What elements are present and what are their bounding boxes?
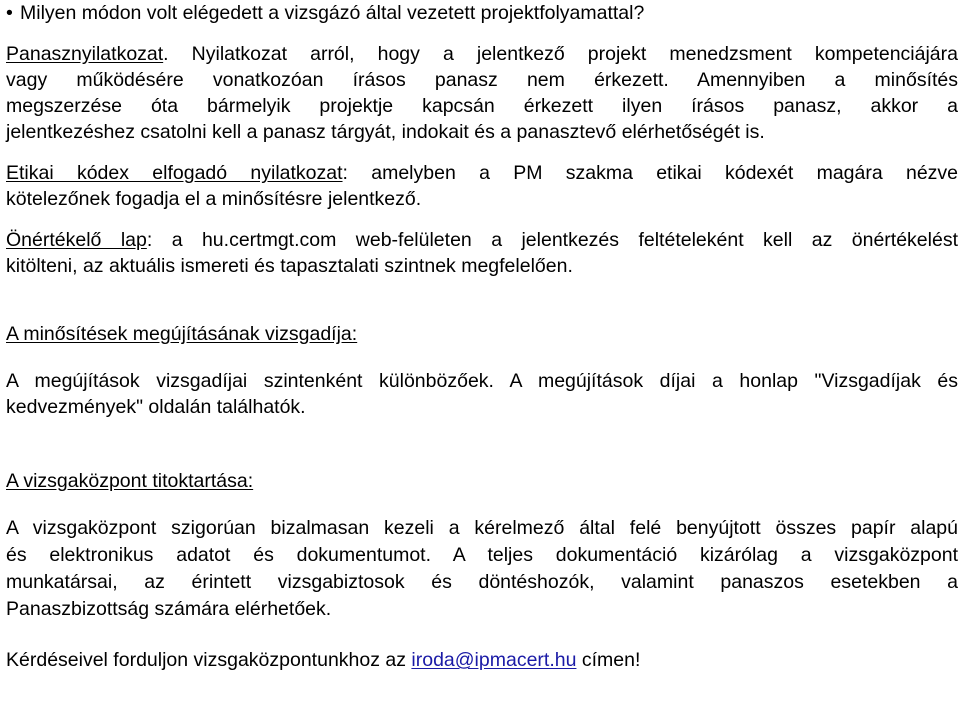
self-eval-line-2: kitölteni, az aktuális ismereti és tapasztalati szintnek megfelelően. bbox=[6, 255, 573, 277]
bullet-question-text: Milyen módon volt elégedett a vizsgázó által vezetett projektfolyamattal? bbox=[20, 2, 645, 24]
renewal-heading: A minősítések megújításának vizsgadíja: bbox=[6, 323, 358, 345]
document-page bbox=[6, 0, 958, 673]
bullet-question bbox=[6, 0, 958, 26]
confidentiality-line-1: A vizsgaközpont szigorúan bizalmasan kezeli a kérelmező által felé benyújtott összes papír alapú bbox=[6, 517, 958, 539]
ethics-paragraph bbox=[6, 160, 958, 212]
confidentiality-line-4: Panaszbizottság számára elérhetőek. bbox=[6, 598, 332, 620]
self-eval-line-1: Önértékelő lap: a hu.certmgt.com web-felületen a jelentkezés feltételeként kell az önértékelést bbox=[6, 229, 958, 251]
contact-text-before: Kérdéseivel forduljon vizsgaközpontunkhoz az bbox=[6, 649, 412, 671]
email-link[interactable]: iroda@ipmacert.hu bbox=[411, 649, 577, 671]
complaint-line-1: Panasznyilatkozat. Nyilatkozat arról, hogy a jelentkező projekt menedzsment kompetenciájára bbox=[6, 43, 958, 65]
ethics-line-2: kötelezőnek fogadja el a minősítésre jelentkező. bbox=[6, 188, 422, 210]
bullet-marker: • bbox=[6, 2, 13, 24]
confidentiality-line-3: munkatársai, az érintett vizsgabiztosok és döntéshozók, valamint panaszos esetekben a bbox=[6, 571, 958, 593]
renewal-paragraph bbox=[6, 368, 958, 420]
contact-text-after: címen! bbox=[576, 649, 641, 671]
self-eval-term: Önértékelő lap bbox=[6, 229, 147, 251]
complaint-line-3: megszerzése óta bármelyik projektje kapcsán érkezett ilyen írásos panasz, akkor a bbox=[6, 95, 958, 117]
self-eval-paragraph bbox=[6, 227, 958, 279]
confidentiality-heading: A vizsgaközpont titoktartása: bbox=[6, 470, 254, 492]
ethics-term: Etikai kódex elfogadó nyilatkozat bbox=[6, 162, 343, 184]
complaint-line-4: jelentkezéshez csatolni kell a panasz tárgyát, indokait és a panasztevő elérhetőségét is. bbox=[6, 121, 765, 143]
renewal-line-1: A megújítások vizsgadíjai szintenként különbözőek. A megújítások díjai a honlap "Vizsgadíjak és bbox=[6, 370, 958, 392]
complaint-paragraph bbox=[6, 41, 958, 145]
contact-line bbox=[6, 647, 958, 673]
complaint-line-2: vagy működésére vonatkozóan írásos panasz nem érkezett. Amennyiben a minősítés bbox=[6, 69, 958, 91]
complaint-term: Panasznyilatkozat bbox=[6, 43, 164, 65]
ethics-line-1: Etikai kódex elfogadó nyilatkozat: amelyben a PM szakma etikai kódexét magára nézve bbox=[6, 162, 959, 184]
confidentiality-paragraph bbox=[6, 515, 958, 623]
renewal-line-2: kedvezmények" oldalán találhatók. bbox=[6, 396, 306, 418]
confidentiality-line-2: és elektronikus adatot és dokumentumot. A teljes dokumentáció kizárólag a vizsgaközpont bbox=[6, 544, 958, 566]
